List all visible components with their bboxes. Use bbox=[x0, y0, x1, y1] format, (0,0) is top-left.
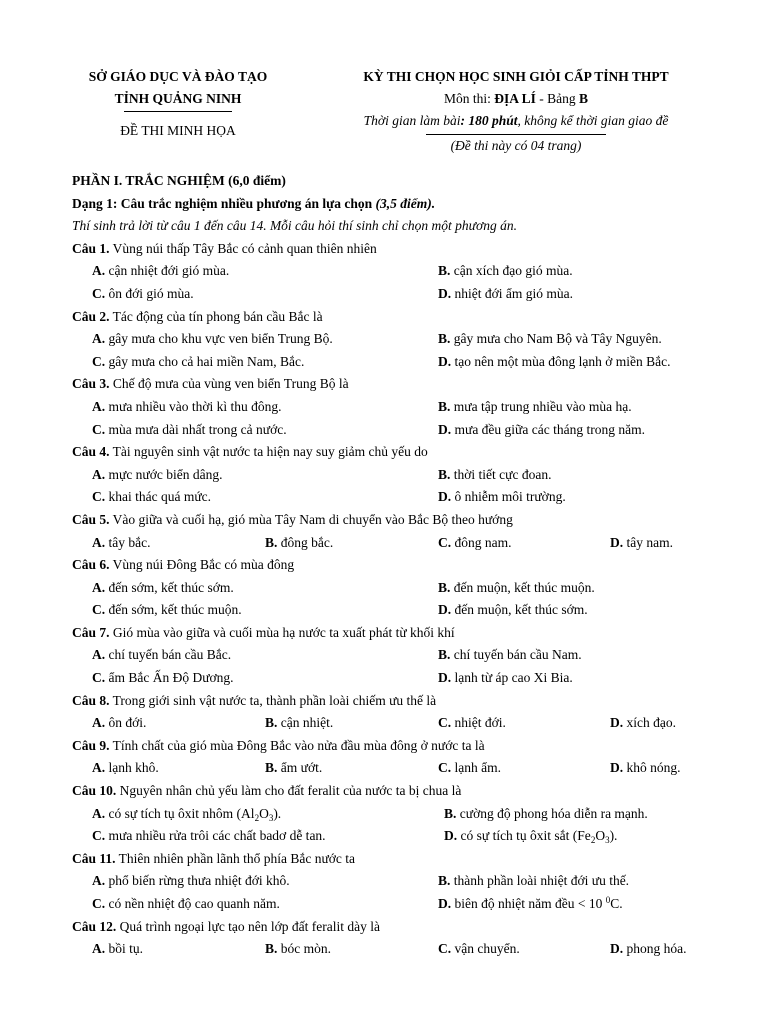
subject-board: B bbox=[579, 91, 589, 106]
option-text: đến muộn, kết thúc sớm. bbox=[451, 602, 588, 618]
option-label: A. bbox=[92, 647, 106, 663]
option-text: mùa mưa dài nhất trong cả nước. bbox=[105, 421, 287, 437]
option-row bbox=[72, 644, 712, 667]
option-b bbox=[438, 260, 573, 283]
pages-note: (Đề thi này có 04 trang) bbox=[450, 138, 582, 153]
option-c bbox=[92, 667, 234, 690]
option-text: mưa nhiều vào thời kì thu đông. bbox=[105, 398, 282, 414]
option-text: lạnh khô. bbox=[105, 760, 159, 776]
option-d bbox=[438, 599, 588, 622]
subscript: 3 bbox=[268, 812, 274, 823]
option-d bbox=[438, 419, 645, 442]
option-b bbox=[438, 328, 662, 351]
option-row bbox=[72, 464, 712, 487]
option-text: xích đạo. bbox=[623, 715, 676, 731]
option-label: B. bbox=[265, 760, 278, 776]
option-text: khô nóng. bbox=[623, 760, 681, 776]
option-row bbox=[72, 825, 712, 848]
option-text: mưa nhiều rửa trôi các chất badơ dễ tan. bbox=[105, 828, 326, 844]
option-d bbox=[610, 712, 676, 735]
option-c bbox=[438, 757, 501, 780]
option-row bbox=[72, 283, 712, 306]
option-text: khai thác quá mức. bbox=[105, 489, 212, 505]
question-number: Câu 7. bbox=[72, 624, 110, 640]
option-label: A. bbox=[92, 805, 106, 821]
option-b bbox=[438, 396, 632, 419]
option-text: mực nước biển dâng. bbox=[105, 466, 223, 482]
question-text: Gió mùa vào giữa và cuối mùa hạ nước ta xuất phát từ khối khí bbox=[109, 624, 455, 640]
question-stem bbox=[72, 916, 712, 939]
option-text: cận nhiệt. bbox=[277, 715, 334, 731]
option-label: A. bbox=[92, 263, 106, 279]
option-b bbox=[444, 803, 648, 826]
option-text: cận nhiệt đới gió mùa. bbox=[105, 263, 230, 279]
question-text: Tính chất của gió mùa Đông Bắc vào nửa đầu mùa đông ở nước ta là bbox=[109, 737, 485, 753]
exam-info-block bbox=[330, 66, 702, 157]
option-text: gây mưa cho khu vực ven biển Trung Bộ. bbox=[105, 331, 333, 347]
option-label: D. bbox=[438, 353, 452, 369]
option-label: B. bbox=[438, 466, 451, 482]
question-text: Vào giữa và cuối hạ, gió mùa Tây Nam di chuyển vào Bắc Bộ theo hướng bbox=[109, 511, 513, 527]
option-label: D. bbox=[610, 534, 624, 550]
subscript: 2 bbox=[590, 835, 596, 846]
option-row bbox=[72, 419, 712, 442]
option-label: C. bbox=[92, 828, 106, 844]
option-row bbox=[72, 260, 712, 283]
option-d bbox=[610, 757, 681, 780]
part-label: Dạng 1: Câu trắc nghiệm nhiều phương án lựa chọn bbox=[72, 195, 376, 211]
option-text: phổ biến rừng thưa nhiệt đới khô. bbox=[105, 873, 290, 889]
option-text-fragment: O bbox=[259, 805, 269, 821]
option-label: C. bbox=[438, 534, 452, 550]
option-d bbox=[438, 486, 566, 509]
option-text: thời tiết cực đoan. bbox=[450, 466, 552, 482]
option-text: ôn đới. bbox=[105, 715, 147, 731]
subject-separator: - Bảng bbox=[535, 91, 579, 106]
option-text: chí tuyến bán cầu Bắc. bbox=[105, 647, 232, 663]
question-stem bbox=[72, 373, 712, 396]
option-label: C. bbox=[92, 670, 106, 686]
option-d bbox=[438, 283, 573, 306]
option-text: mưa đều giữa các tháng trong năm. bbox=[451, 421, 645, 437]
option-label: D. bbox=[438, 421, 452, 437]
question-text: Vùng núi thấp Tây Bắc có cảnh quan thiên nhiên bbox=[109, 240, 377, 256]
question-stem bbox=[72, 735, 712, 758]
option-text: đông bắc. bbox=[277, 534, 334, 550]
subscript: 2 bbox=[254, 812, 260, 823]
time-suffix: , không kể thời gian giao đề bbox=[517, 113, 669, 128]
option-b bbox=[265, 757, 322, 780]
exam-type-label: ĐỀ THI MINH HỌA bbox=[120, 123, 236, 138]
option-row bbox=[72, 712, 712, 735]
option-label: A. bbox=[92, 398, 106, 414]
issuer-underline bbox=[124, 111, 232, 112]
option-label: A. bbox=[92, 715, 106, 731]
option-text: cường độ phong hóa diễn ra mạnh. bbox=[456, 805, 648, 821]
question-number: Câu 10. bbox=[72, 783, 117, 799]
option-row bbox=[72, 486, 712, 509]
option-label: B. bbox=[265, 941, 278, 957]
option-text: nhiệt đới. bbox=[451, 715, 506, 731]
option-label: B. bbox=[438, 331, 451, 347]
time-value: : 180 phút bbox=[460, 113, 518, 128]
option-row bbox=[72, 893, 712, 916]
option-label: A. bbox=[92, 941, 106, 957]
question-text: Tác động của tín phong bán cầu Bắc là bbox=[109, 308, 323, 324]
option-label: D. bbox=[610, 760, 624, 776]
option-text: có sự tích tụ ôxit sắt (Fe bbox=[457, 828, 591, 844]
option-text: tây nam. bbox=[623, 534, 673, 550]
exam-header bbox=[0, 66, 768, 166]
option-label: B. bbox=[438, 263, 451, 279]
option-text: tây bắc. bbox=[105, 534, 151, 550]
option-label: C. bbox=[438, 760, 452, 776]
question-text: Chế độ mưa của vùng ven biển Trung Bộ là bbox=[109, 376, 349, 392]
option-row bbox=[72, 757, 712, 780]
option-label: C. bbox=[92, 353, 106, 369]
option-text: gây mưa cho cả hai miền Nam, Bắc. bbox=[105, 353, 305, 369]
question-number: Câu 6. bbox=[72, 557, 110, 573]
option-d bbox=[444, 825, 617, 848]
option-text: mưa tập trung nhiều vào mùa hạ. bbox=[450, 398, 632, 414]
option-a bbox=[92, 644, 231, 667]
option-d bbox=[438, 351, 670, 374]
option-text: biên độ nhiệt năm đều < 10 bbox=[451, 896, 606, 911]
option-label: A. bbox=[92, 873, 106, 889]
option-c bbox=[92, 825, 326, 848]
option-label: A. bbox=[92, 760, 106, 776]
option-label: C. bbox=[92, 489, 106, 505]
option-row bbox=[72, 803, 712, 826]
option-label: C. bbox=[92, 421, 106, 437]
part-heading bbox=[72, 193, 712, 216]
option-label: D. bbox=[438, 285, 452, 301]
option-row bbox=[72, 351, 712, 374]
superscript: 0 bbox=[605, 895, 611, 905]
question-stem bbox=[72, 238, 712, 261]
option-label: B. bbox=[438, 579, 451, 595]
option-label: C. bbox=[92, 602, 106, 618]
exam-body bbox=[72, 170, 712, 961]
option-text: đến muộn, kết thúc muộn. bbox=[450, 579, 595, 595]
option-row bbox=[72, 938, 712, 961]
option-text: vận chuyển. bbox=[451, 941, 520, 957]
option-text: cận xích đạo gió mùa. bbox=[450, 263, 573, 279]
instruction-text: Thí sinh trả lời từ câu 1 đến câu 14. Mỗi câu hỏi thí sinh chỉ chọn một phương án. bbox=[72, 218, 517, 234]
question-number: Câu 5. bbox=[72, 511, 110, 527]
question-stem bbox=[72, 554, 712, 577]
option-label: B. bbox=[438, 398, 451, 414]
subject-name: ĐỊA LÍ bbox=[494, 91, 536, 106]
question-text: Trong giới sinh vật nước ta, thành phần loài chiếm ưu thế là bbox=[109, 692, 437, 708]
option-label: A. bbox=[92, 466, 106, 482]
question-number: Câu 11. bbox=[72, 850, 116, 866]
option-label: C. bbox=[438, 941, 452, 957]
option-c bbox=[438, 532, 512, 555]
option-b bbox=[438, 464, 551, 487]
question-stem bbox=[72, 690, 712, 713]
option-a bbox=[92, 260, 229, 283]
time-line bbox=[330, 110, 702, 132]
option-a bbox=[92, 396, 282, 419]
option-label: D. bbox=[438, 896, 452, 911]
option-d bbox=[438, 893, 623, 916]
option-b bbox=[438, 644, 582, 667]
question-text: Quá trình ngoại lực tạo nên lớp đất feralit dày là bbox=[116, 918, 381, 934]
option-label: D. bbox=[438, 602, 452, 618]
question-text: Vùng núi Đông Bắc có mùa đông bbox=[109, 557, 295, 573]
option-row bbox=[72, 532, 712, 555]
option-text: gây mưa cho Nam Bộ và Tây Nguyên. bbox=[450, 331, 662, 347]
option-c bbox=[92, 351, 304, 374]
option-text: ôn đới gió mùa. bbox=[105, 285, 194, 301]
question-stem bbox=[72, 622, 712, 645]
option-text: có nền nhiệt độ cao quanh năm. bbox=[105, 896, 280, 911]
option-text: ẩm Bắc Ấn Độ Dương. bbox=[105, 670, 234, 686]
option-c bbox=[92, 283, 194, 306]
option-a bbox=[92, 938, 143, 961]
option-a bbox=[92, 577, 234, 600]
option-c bbox=[438, 712, 506, 735]
option-row bbox=[72, 328, 712, 351]
option-label: C. bbox=[92, 285, 106, 301]
option-text: ô nhiễm môi trường. bbox=[451, 489, 566, 505]
question-number: Câu 12. bbox=[72, 918, 117, 934]
option-text: bóc mòn. bbox=[277, 941, 332, 957]
option-c bbox=[92, 486, 211, 509]
question-number: Câu 8. bbox=[72, 692, 110, 708]
option-label: C. bbox=[92, 896, 106, 911]
option-text: chí tuyến bán cầu Nam. bbox=[450, 647, 582, 663]
option-d bbox=[438, 667, 573, 690]
option-a bbox=[92, 532, 150, 555]
option-d bbox=[610, 938, 687, 961]
question-number: Câu 9. bbox=[72, 737, 110, 753]
option-text: phong hóa. bbox=[623, 941, 687, 957]
option-a bbox=[92, 870, 290, 893]
option-text: có sự tích tụ ôxit nhôm (Al bbox=[105, 805, 255, 821]
question-number: Câu 4. bbox=[72, 444, 110, 460]
option-a bbox=[92, 803, 281, 826]
option-a bbox=[92, 464, 223, 487]
option-a bbox=[92, 712, 146, 735]
option-text-fragment: C. bbox=[610, 896, 623, 911]
question-number: Câu 2. bbox=[72, 308, 110, 324]
option-text-fragment: O bbox=[595, 828, 606, 844]
subject-line bbox=[330, 88, 702, 110]
option-row bbox=[72, 667, 712, 690]
subscript: 3 bbox=[605, 835, 610, 846]
question-text: Thiên nhiên phần lãnh thổ phía Bắc nước ta bbox=[115, 850, 356, 866]
province-name: TỈNH QUẢNG NINH bbox=[114, 91, 242, 106]
part-points: (3,5 điểm). bbox=[375, 195, 436, 211]
time-prefix: Thời gian làm bài bbox=[363, 113, 461, 128]
issuer-block bbox=[58, 66, 298, 142]
option-label: A. bbox=[92, 331, 106, 347]
option-text: bồi tụ. bbox=[105, 941, 144, 957]
question-stem bbox=[72, 848, 712, 871]
option-row bbox=[72, 577, 712, 600]
option-b bbox=[265, 938, 331, 961]
option-text-fragment: ). bbox=[273, 805, 282, 821]
option-text: đông nam. bbox=[451, 534, 512, 550]
option-label: B. bbox=[438, 647, 451, 663]
question-text: Tài nguyên sinh vật nước ta hiện nay suy giảm chủ yếu do bbox=[109, 444, 428, 460]
option-label: D. bbox=[610, 715, 624, 731]
option-b bbox=[265, 532, 333, 555]
option-c bbox=[92, 419, 287, 442]
option-b bbox=[438, 870, 629, 893]
question-number: Câu 3. bbox=[72, 376, 110, 392]
option-b bbox=[438, 577, 595, 600]
question-stem bbox=[72, 306, 712, 329]
option-row bbox=[72, 870, 712, 893]
option-text-fragment: ). bbox=[609, 828, 618, 844]
option-text: lạnh ẩm. bbox=[451, 760, 501, 776]
option-text: nhiệt đới ẩm gió mùa. bbox=[451, 285, 573, 301]
option-a bbox=[92, 328, 333, 351]
option-text: đến sớm, kết thúc sớm. bbox=[105, 579, 234, 595]
option-label: B. bbox=[265, 715, 278, 731]
option-text: lạnh từ áp cao Xi Bia. bbox=[451, 670, 573, 686]
option-text: tạo nên một mùa đông lạnh ở miền Bắc. bbox=[451, 353, 671, 369]
option-label: A. bbox=[92, 579, 106, 595]
question-stem bbox=[72, 441, 712, 464]
option-label: D. bbox=[438, 489, 452, 505]
option-c bbox=[92, 893, 280, 916]
question-number: Câu 1. bbox=[72, 240, 110, 256]
option-label: B. bbox=[444, 805, 457, 821]
option-text: thành phần loài nhiệt đới ưu thế. bbox=[450, 873, 630, 889]
option-c bbox=[92, 599, 242, 622]
question-text: Nguyên nhân chủ yếu làm cho đất feralit của nước ta bị chua là bbox=[116, 783, 462, 799]
option-label: A. bbox=[92, 534, 106, 550]
option-row bbox=[72, 599, 712, 622]
option-c bbox=[438, 938, 520, 961]
subject-prefix: Môn thi: bbox=[443, 91, 495, 106]
option-text: ẩm ướt. bbox=[277, 760, 323, 776]
option-row bbox=[72, 396, 712, 419]
option-label: C. bbox=[438, 715, 452, 731]
option-label: D. bbox=[438, 670, 452, 686]
option-text: đến sớm, kết thúc muộn. bbox=[105, 602, 242, 618]
option-label: D. bbox=[610, 941, 624, 957]
option-b bbox=[265, 712, 333, 735]
department-name: SỞ GIÁO DỤC VÀ ĐÀO TẠO bbox=[88, 69, 268, 84]
option-label: B. bbox=[265, 534, 278, 550]
question-stem bbox=[72, 509, 712, 532]
question-stem bbox=[72, 780, 712, 803]
option-label: D. bbox=[444, 828, 458, 844]
exam-title: KỲ THI CHỌN HỌC SINH GIỎI CẤP TỈNH THPT bbox=[363, 69, 669, 84]
option-d bbox=[610, 532, 673, 555]
option-a bbox=[92, 757, 159, 780]
option-label: B. bbox=[438, 873, 451, 889]
section-title: PHẦN I. TRẮC NGHIỆM (6,0 điểm) bbox=[72, 173, 286, 188]
